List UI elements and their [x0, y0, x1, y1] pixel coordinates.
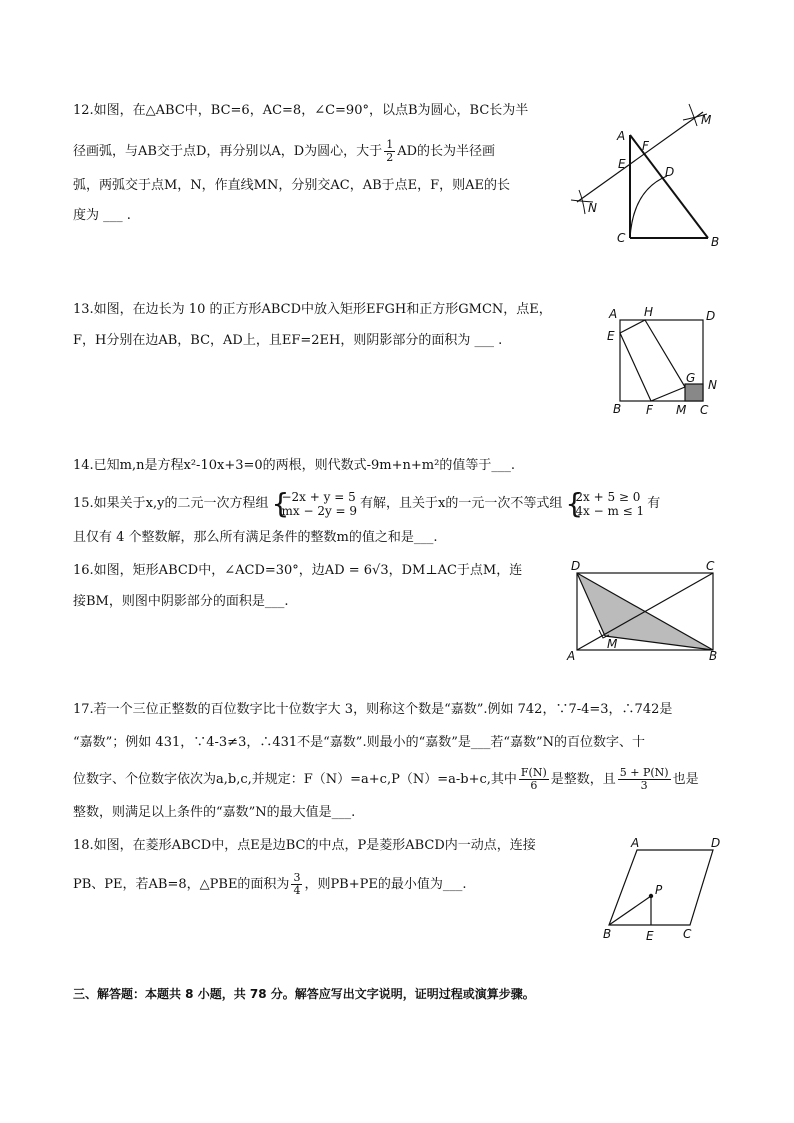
q17-line3-a: 位数字、个位数字依次为a,b,c,并规定：F（N）=a+c,P（N）=a-b+c,其中	[73, 772, 517, 787]
question-14: 14.已知m,n是方程x²-10x+3=0的两根，则代数式-9m+n+m²的值等于___.	[73, 458, 515, 473]
q17-frac1-den: 6	[530, 779, 538, 792]
q18-fraction	[291, 872, 302, 897]
q17-fraction-2	[618, 767, 671, 792]
q15-ineq1: 2x + 5 ≥ 0	[575, 489, 641, 504]
q15-pre: 15.如果关于x,y的二元一次方程组	[73, 496, 269, 511]
q13-line1: 13.如图，在边长为 10 的正方形ABCD中放入矩形EFGH和正方形GMCN，点E，	[73, 302, 552, 317]
figure-12	[565, 100, 730, 250]
q18-line2	[73, 872, 467, 897]
q17-line3-c: 也是	[672, 772, 699, 787]
figure-13	[600, 300, 730, 420]
q12-line2-a: 径画弧，与AB交于点D，再分别以A，D为圆心，大于	[73, 144, 383, 159]
q18-frac-den: 4	[293, 884, 301, 897]
q17-line3-b: 是整数，且	[550, 772, 616, 787]
fig13-rect-efgh	[620, 320, 685, 401]
fig18-label-b: B	[603, 927, 612, 941]
fig13-label-b: B	[613, 402, 622, 416]
fig13-label-c: C	[700, 403, 709, 417]
q15-eq1: −2x + y = 5	[281, 489, 356, 504]
section-3-heading: 三、解答题：本题共 8 小题，共 78 分。解答应写出文字说明，证明过程或演算步骤。	[73, 987, 535, 1001]
q15-ineq2: 4x − m ≤ 1	[575, 503, 645, 518]
fig18-label-p: P	[655, 883, 663, 897]
q17-line2: “嘉数”；例如 431，∵4-3≠3，∴431不是“嘉数”.则最小的“嘉数”是___若“嘉数”N的百位数字、十	[73, 735, 646, 750]
q12-frac-num: 1	[386, 138, 394, 151]
fig18-line-pb	[609, 896, 651, 925]
q17-frac2-num: 5 + P(N)	[619, 766, 669, 779]
q15-line2: 且仅有 4 个整数解，那么所有满足条件的整数m的值之和是___.	[73, 530, 438, 545]
q17-frac1-num: F(N)	[520, 766, 547, 779]
fig12-line-mn	[577, 112, 703, 202]
fig18-label-c: C	[683, 927, 692, 941]
fig12-label-d: D	[665, 165, 675, 179]
fig13-label-f: F	[646, 403, 653, 417]
fig16-label-c: C	[706, 559, 715, 573]
q12-line1: 12.如图，在△ABC中，BC=6，AC=8，∠C=90°，以点B为圆心，BC长为半	[73, 103, 529, 118]
figure-18	[595, 832, 730, 947]
q17-line3	[73, 767, 699, 792]
fig12-label-m: M	[701, 113, 712, 127]
q17-line4: 整数，则满足以上条件的“嘉数”N的最大值是___.	[73, 805, 356, 820]
q12-line2-b: AD的长为半径画	[397, 144, 495, 159]
fig12-arc	[630, 176, 667, 238]
q17-fraction-1	[519, 767, 549, 792]
q17-frac2-den: 3	[640, 779, 648, 792]
q18-line1: 18.如图，在菱形ABCD中，点E是边BC的中点，P是菱形ABCD内一动点，连接	[73, 838, 536, 853]
q15-post: 有	[647, 496, 661, 511]
fig13-label-m: M	[676, 403, 687, 417]
q12-frac-den: 2	[386, 151, 394, 164]
fig12-label-a: A	[617, 129, 626, 143]
fig12-mark-m1	[689, 104, 697, 126]
fig16-label-d: D	[571, 559, 581, 573]
fig16-label-a: A	[567, 649, 576, 663]
fig13-label-n: N	[708, 378, 717, 392]
fig12-label-f: F	[642, 139, 649, 153]
fig13-label-a: A	[609, 307, 618, 321]
fig18-label-e: E	[646, 929, 654, 943]
figure-16	[563, 558, 728, 666]
q13-line2: F，H分别在边AB，BC，AD上，且EF=2EH，则阴影部分的面积为 ___ .	[73, 333, 503, 348]
q18-frac-num: 3	[293, 871, 301, 884]
fig16-label-m: M	[607, 637, 618, 651]
q15-inequality-system: { 2x + 5 ≥ 0 4x − m ≤ 1	[565, 486, 645, 520]
q15-equation-system: { −2x + y = 5 mx − 2y = 9	[271, 486, 358, 520]
q15-line1	[73, 487, 660, 521]
fig12-label-e: E	[618, 157, 626, 171]
fig12-label-n: N	[588, 201, 597, 215]
q12-fraction	[384, 139, 395, 164]
fig16-label-b: B	[709, 649, 718, 663]
q15-eq2: mx − 2y = 9	[281, 503, 358, 518]
q15-mid: 有解，且关于x的一元一次不等式组	[360, 496, 563, 511]
q18-line2-a: PB、PE，若AB=8，△PBE的面积为	[73, 877, 290, 892]
q16-line2: 接BM，则图中阴影部分的面积是___.	[73, 594, 289, 609]
fig12-label-b: B	[711, 235, 720, 249]
fig13-label-h: H	[644, 305, 654, 319]
fig18-point-p	[649, 894, 653, 898]
fig13-label-g: G	[686, 371, 696, 385]
q12-line3: 弧，两弧交于点M，N，作直线MN，分别交AC，AB于点E，F，则AE的长	[73, 178, 511, 193]
q12-line4: 度为 ___ .	[73, 208, 131, 223]
fig13-label-d: D	[706, 309, 716, 323]
q17-line1: 17.若一个三位正整数的百位数字比十位数字大 3，则称这个数是“嘉数”.例如 742，∵7-4=3，∴742是	[73, 702, 673, 717]
fig13-shaded-gmcn	[685, 384, 703, 401]
fig13-label-e: E	[607, 329, 615, 343]
q18-line2-b: ，则PB+PE的最小值为___.	[304, 877, 467, 892]
q16-line1: 16.如图，矩形ABCD中，∠ACD=30°，边AD = 6√3，DM⊥AC于点M，连	[73, 563, 523, 578]
fig12-mark-n1	[579, 190, 585, 214]
fig18-label-a: A	[631, 836, 640, 850]
fig18-label-d: D	[711, 836, 721, 850]
q12-line2	[73, 139, 495, 164]
fig12-label-c: C	[617, 231, 626, 245]
